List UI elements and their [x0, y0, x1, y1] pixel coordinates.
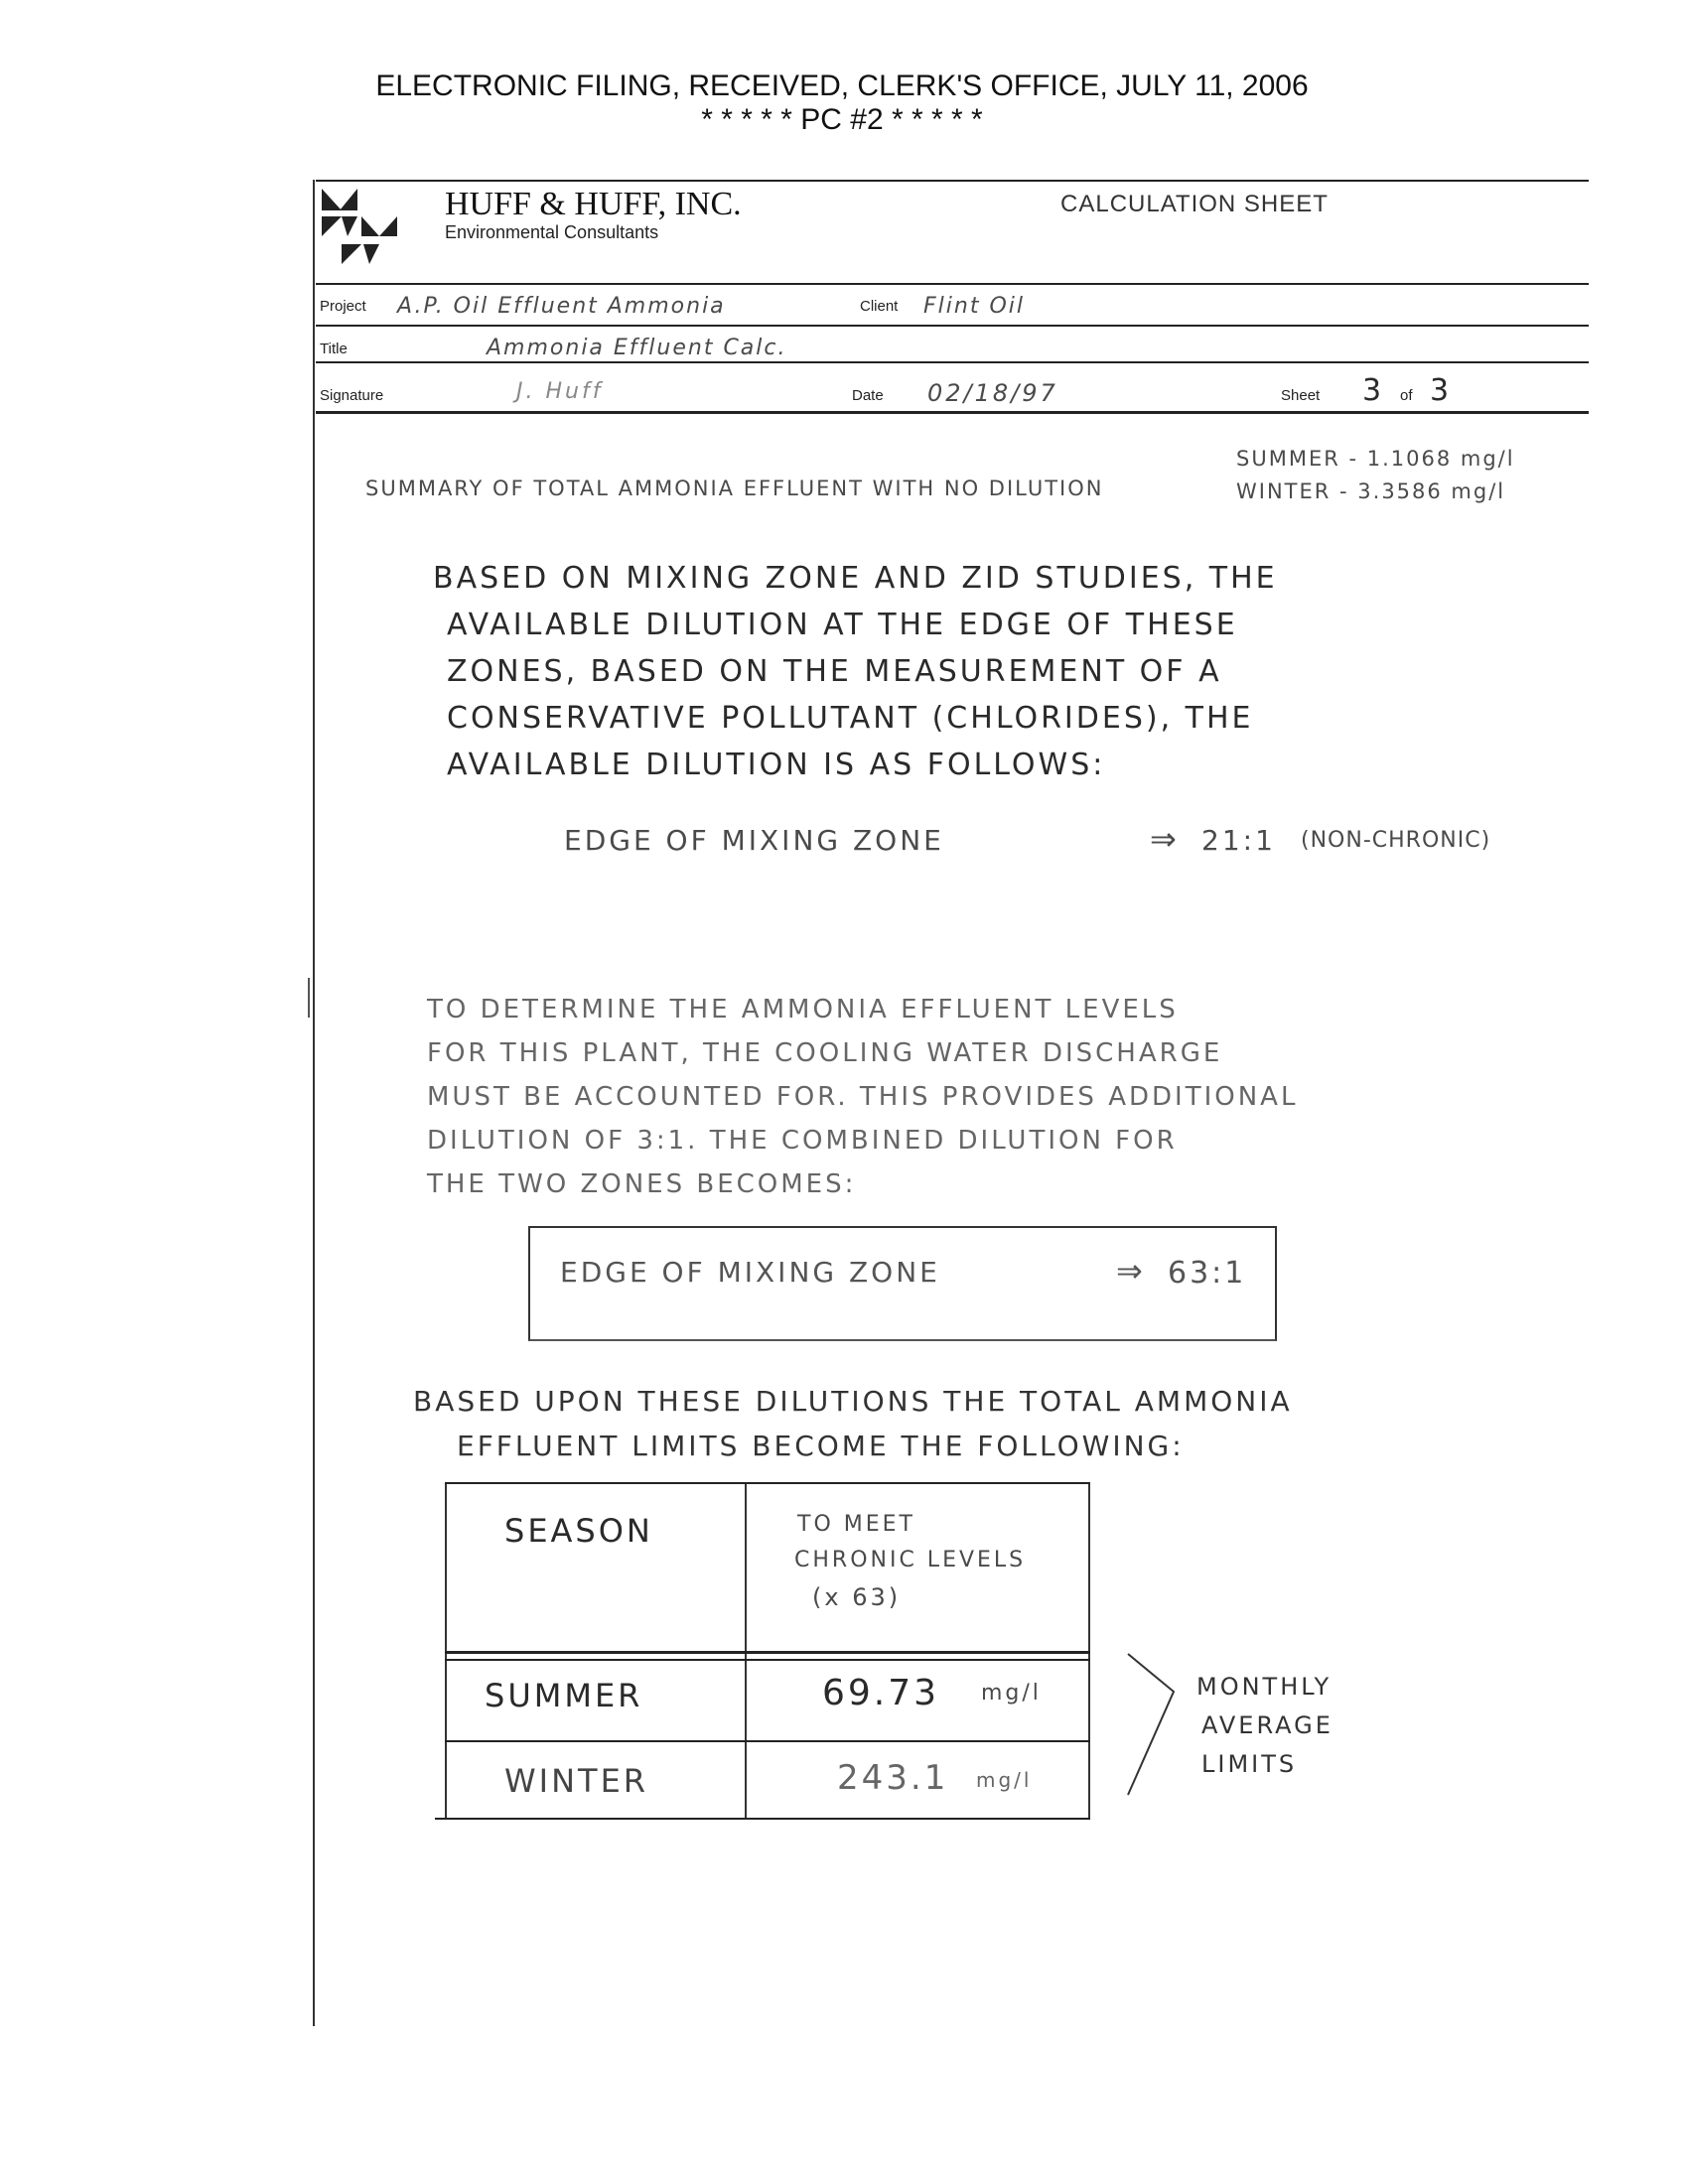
para2-line: TO DETERMINE THE AMMONIA EFFLUENT LEVELS [427, 995, 1179, 1024]
title-value: Ammonia Effluent Calc. [487, 336, 787, 360]
table-header-line: CHRONIC LEVELS [794, 1548, 1027, 1572]
sheet-of-label: of [1400, 387, 1413, 404]
summary-summer: SUMMER - 1.1068 mg/l [1236, 447, 1515, 471]
para1-line: CONSERVATIVE POLLUTANT (CHLORIDES), THE [447, 701, 1254, 736]
para3-line: BASED UPON THESE DILUTIONS THE TOTAL AMMONIA [413, 1385, 1293, 1418]
company-name: HUFF & HUFF, INC. [445, 186, 742, 222]
table-header-rule-2 [445, 1659, 1090, 1661]
date-label: Date [852, 387, 884, 404]
project-label: Project [320, 298, 366, 315]
bracket-note-line: MONTHLY [1196, 1673, 1333, 1701]
pc-number: * * * * * PC #2 * * * * * [701, 103, 983, 136]
table-row-unit: mg/l [981, 1681, 1042, 1706]
edge2-value: 63:1 [1168, 1256, 1247, 1291]
sheet-total: 3 [1430, 373, 1453, 408]
form-rule-4 [316, 411, 1589, 414]
para2-line: FOR THIS PLANT, THE COOLING WATER DISCHARGE [427, 1038, 1223, 1068]
table-header-season: SEASON [504, 1512, 653, 1550]
edge1-value: 21:1 [1201, 824, 1276, 857]
para1-line: BASED ON MIXING ZONE AND ZID STUDIES, THE [433, 561, 1278, 596]
company-logo-icon [318, 187, 407, 276]
para2-line: THE TWO ZONES BECOMES: [427, 1169, 857, 1199]
table-row-value: 243.1 [837, 1758, 949, 1798]
table-row-season: SUMMER [485, 1677, 643, 1714]
bracket-icon [1122, 1650, 1182, 1799]
combined-dilution-box [528, 1226, 1277, 1341]
table-row-rule [445, 1740, 1090, 1742]
summary-heading: SUMMARY OF TOTAL AMMONIA EFFLUENT WITH NO DILUTION [365, 477, 1104, 500]
filing-header: ELECTRONIC FILING, RECEIVED, CLERK'S OFFICE, JULY 11, 2006 [375, 69, 1309, 102]
bracket-note-line: AVERAGE [1201, 1711, 1333, 1739]
edge2-label: EDGE OF MIXING ZONE [560, 1256, 940, 1289]
limits-table [445, 1482, 1090, 1820]
margin-break-mark [308, 978, 310, 1018]
company-subtitle: Environmental Consultants [445, 222, 659, 242]
title-label: Title [320, 341, 348, 357]
table-header-rule [445, 1651, 1090, 1654]
table-row-season: WINTER [504, 1762, 649, 1800]
para3-line: EFFLUENT LIMITS BECOME THE FOLLOWING: [457, 1430, 1185, 1462]
sheet-label: Sheet [1281, 387, 1321, 404]
client-value: Flint Oil [923, 294, 1025, 319]
table-header-line: (x 63) [812, 1583, 902, 1611]
project-value: A.P. Oil Effluent Ammonia [397, 294, 726, 319]
table-row-unit: mg/l [976, 1768, 1033, 1792]
para1-line: AVAILABLE DILUTION IS AS FOLLOWS: [447, 748, 1106, 782]
calculation-sheet-label: CALCULATION SHEET [1060, 191, 1329, 217]
date-value: 02/18/97 [927, 379, 1058, 407]
summary-winter: WINTER - 3.3586 mg/l [1236, 479, 1506, 503]
para2-line: MUST BE ACCOUNTED FOR. THIS PROVIDES ADDITIONAL [427, 1082, 1299, 1112]
table-row-value: 69.73 [822, 1673, 940, 1713]
para1-line: ZONES, BASED ON THE MEASUREMENT OF A [447, 654, 1222, 689]
edge1-arrow-icon: ⇒ [1150, 820, 1180, 858]
bracket-note-line: LIMITS [1201, 1750, 1298, 1778]
edge2-arrow-icon: ⇒ [1116, 1252, 1146, 1290]
para1-line: AVAILABLE DILUTION AT THE EDGE OF THESE [447, 608, 1238, 642]
client-label: Client [860, 298, 899, 315]
table-top-border [445, 1482, 1090, 1484]
signature-value: J. Huff [516, 379, 604, 404]
form-rule-2 [316, 325, 1589, 327]
sheet-value: 3 [1362, 373, 1385, 408]
form-left-margin [313, 180, 315, 2026]
form-rule-1 [316, 283, 1589, 285]
edge1-note: (NON-CHRONIC) [1301, 828, 1491, 853]
signature-label: Signature [320, 387, 384, 404]
table-header-line: TO MEET [797, 1512, 915, 1537]
form-rule-3 [316, 361, 1589, 363]
edge1-label: EDGE OF MIXING ZONE [564, 824, 944, 857]
table-bottom-border [435, 1818, 1090, 1820]
para2-line: DILUTION OF 3:1. THE COMBINED DILUTION FOR [427, 1126, 1178, 1156]
form-top-rule [316, 180, 1589, 182]
